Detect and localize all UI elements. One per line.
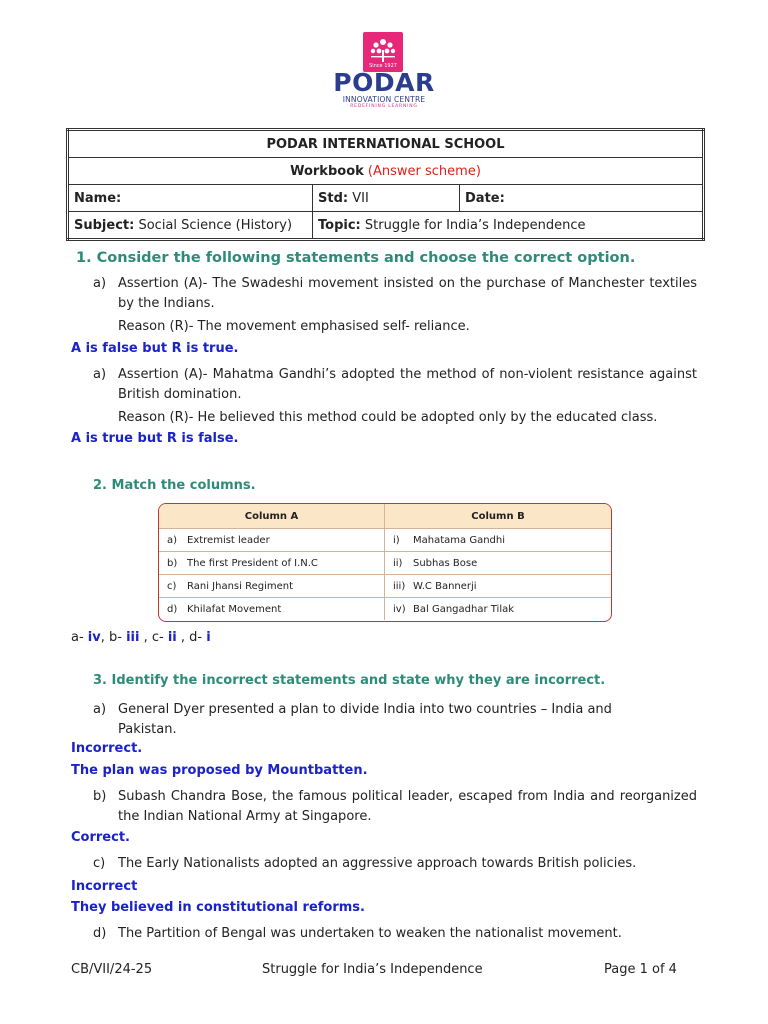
q1-a2-reason: Reason (R)- He believed this method could be adopted only by the educated class. [118, 410, 658, 425]
q2-answer-c-prefix: , c- [139, 630, 168, 645]
column-a-header: Column A [159, 504, 385, 529]
school-name: PODAR INTERNATIONAL SCHOOL [68, 130, 704, 158]
q2-answer-b-prefix: , b- [100, 630, 127, 645]
logo-since: Since 1927 [369, 63, 397, 69]
footer-page: Page 1 of 4 [604, 962, 677, 977]
q1-a1-answer: A is false but R is true. [71, 341, 239, 356]
q3-heading: 3. Identify the incorrect statements and state why they are incorrect. [93, 673, 606, 688]
name-cell [68, 185, 313, 212]
q3-b-label: b) [93, 789, 107, 804]
q2-answer-c: ii [167, 630, 177, 645]
q3-item-d [93, 924, 697, 944]
q2-answer-a-prefix: a- [71, 630, 88, 645]
row-a-label: a) [167, 534, 178, 546]
q3-b-answer: Correct. [71, 830, 130, 845]
table-row [159, 529, 611, 552]
std-value: VII [352, 190, 369, 206]
table-row [159, 598, 611, 621]
std-cell [313, 185, 460, 212]
logo-tagline: REDEFINING LEARNING [350, 104, 418, 109]
q3-a-text: General Dyer presented a plan to divide India into two countries – India and Pakistan. [118, 702, 612, 737]
logo-subtitle: INNOVATION CENTRE [342, 95, 426, 104]
q3-b-text: Subash Chandra Bose, the famous political leader, escaped from India and reorganized the Indian National Army at Singapore. [118, 789, 697, 824]
row-b-text: Bal Gangadhar Tilak [413, 603, 515, 615]
q3-c-answer-1: Incorrect [71, 879, 138, 894]
q1-a2-answer: A is true but R is false. [71, 431, 239, 446]
q2-answer-b: iii [126, 630, 140, 645]
row-b-label: iv) [393, 603, 406, 615]
q2-answer-d: i [206, 630, 211, 645]
q3-item-b [93, 787, 697, 827]
footer-code: CB/VII/24-25 [71, 962, 153, 977]
date-label: Date: [465, 190, 505, 206]
q1-item-a2 [93, 365, 697, 428]
q3-d-label: d) [93, 926, 107, 941]
q3-c-label: c) [93, 856, 106, 871]
q3-a-answer-2: The plan was proposed by Mountbatten. [71, 763, 368, 778]
q1-a1-reason: Reason (R)- The movement emphasised self- reliance. [118, 319, 470, 334]
q1-item-a1 [93, 274, 697, 337]
workbook-label: Workbook [290, 163, 364, 179]
q3-c-text: The Early Nationalists adopted an aggressive approach towards British policies. [118, 856, 637, 871]
workbook-title [68, 158, 704, 185]
topic-label: Topic: [318, 217, 361, 233]
row-a-text: Rani Jhansi Regiment [187, 580, 294, 592]
topic-cell [313, 212, 704, 240]
row-a-text: Extremist leader [187, 534, 270, 546]
q1-a1-assertion: Assertion (A)- The Swadeshi movement insisted on the purchase of Manchester textiles by the Indians. [118, 276, 697, 311]
q3-c-answer-2: They believed in constitutional reforms. [71, 900, 365, 915]
std-label: Std: [318, 190, 349, 206]
q3-a-answer-1: Incorrect. [71, 741, 143, 756]
row-b-text: Subhas Bose [413, 557, 478, 569]
subject-cell [68, 212, 313, 240]
name-label: Name: [74, 190, 122, 206]
q1-a1-label: a) [93, 276, 107, 291]
q2-heading: 2. Match the columns. [93, 478, 256, 493]
q2-answer-a: iv [87, 630, 101, 645]
topic-value: Struggle for India’s Independence [364, 217, 586, 233]
subject-label: Subject: [74, 217, 135, 233]
footer-title: Struggle for India’s Independence [262, 962, 483, 977]
row-b-label: ii) [393, 557, 403, 569]
row-a-label: c) [167, 580, 177, 592]
row-a-text: The first President of I.N.C [187, 557, 318, 569]
row-a-label: d) [167, 603, 178, 615]
match-table [158, 503, 612, 622]
subject-value: Social Science (History) [138, 217, 293, 233]
table-row [159, 552, 611, 575]
q2-answer-d-prefix: , d- [176, 630, 207, 645]
q3-a-label: a) [93, 702, 107, 717]
q3-item-c [93, 854, 697, 874]
table-row [159, 575, 611, 598]
row-a-text: Khilafat Movement [187, 603, 282, 615]
logo-name: PODAR [333, 68, 435, 97]
row-b-label: i) [393, 534, 400, 546]
row-b-text: W.C Bannerji [413, 580, 477, 592]
date-cell [460, 185, 704, 212]
row-a-label: b) [167, 557, 178, 569]
q3-item-a [93, 700, 653, 740]
row-b-label: iii) [393, 580, 406, 592]
q2-answer [71, 628, 211, 648]
q1-heading: 1. Consider the following statements and choose the correct option. [76, 250, 636, 266]
q3-d-text: The Partition of Bengal was undertaken to weaken the nationalist movement. [118, 926, 622, 941]
q1-a2-label: a) [93, 367, 107, 382]
q1-a2-assertion: Assertion (A)- Mahatma Gandhi’s adopted the method of non-violent resistance against British domination. [118, 367, 697, 402]
row-b-text: Mahatama Gandhi [413, 534, 505, 546]
answer-scheme-label: (Answer scheme) [367, 163, 481, 179]
header-table [66, 128, 705, 241]
column-b-header: Column B [385, 504, 612, 529]
